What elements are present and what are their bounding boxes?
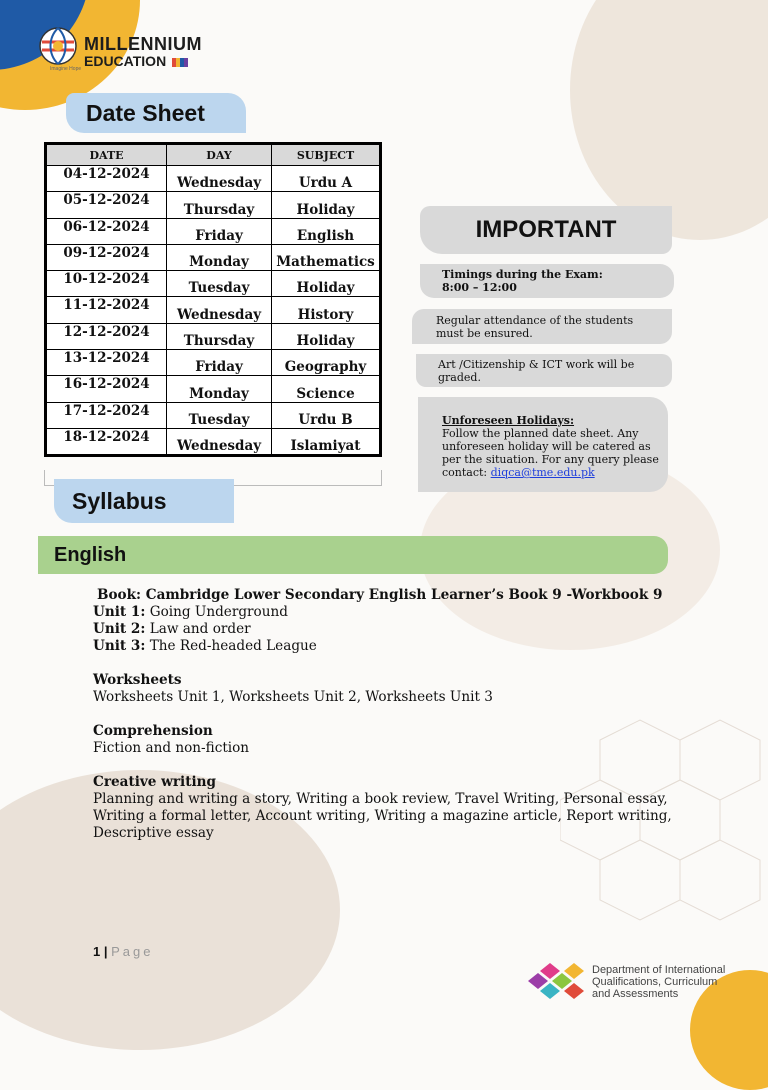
page-footer [93,944,154,959]
holidays-title: Unforeseen Holidays: [442,414,575,427]
cell-date: 18-12-2024 [46,428,167,455]
holidays-body [442,427,660,479]
cell-day: Monday [167,376,272,402]
table-header-row [46,144,381,166]
cell-subject: Islamiyat [272,428,381,455]
table-row [46,297,381,323]
art-text: Art /Citizenship & ICT work will be graded. [438,358,635,384]
table-row [46,218,381,244]
art-note [416,354,672,387]
cell-subject: History [272,297,381,323]
brand-line-2-text: EDUCATION [84,53,167,69]
cell-date: 10-12-2024 [46,271,167,297]
cell-day: Thursday [167,192,272,218]
timings-value: 8:00 – 12:00 [442,281,517,294]
syllabus-content [93,587,673,842]
table-row [46,192,381,218]
cell-date: 16-12-2024 [46,376,167,402]
cell-day: Wednesday [167,166,272,192]
table-row [46,350,381,376]
millennium-globe-logo [38,26,78,66]
holidays-note [418,397,668,492]
unit-1-label: Unit 1: [93,604,146,620]
brand-name [84,34,202,70]
table-row [46,271,381,297]
table-row [46,244,381,270]
cell-day: Tuesday [167,271,272,297]
cell-day: Friday [167,218,272,244]
unit-3-text: The Red-headed League [149,638,317,654]
cell-date: 04-12-2024 [46,166,167,192]
cell-subject: Holiday [272,192,381,218]
unit-2-text: Law and order [149,621,251,637]
attendance-note [412,309,672,344]
cell-date: 05-12-2024 [46,192,167,218]
unit-1 [93,604,673,621]
cell-day: Thursday [167,323,272,349]
column-header-day: DAY [167,144,272,166]
cell-day: Wednesday [167,428,272,455]
table-row [46,376,381,402]
department-line-2: Qualifications, Curriculum [592,976,718,988]
cell-date: 12-12-2024 [46,323,167,349]
department-name [592,964,725,1000]
contact-email-link[interactable]: diqca@tme.edu.pk [490,466,595,479]
subject-name: English [54,544,127,566]
creative-writing-heading: Creative writing [93,774,217,790]
page-number: 1 [93,944,101,959]
cell-subject: Geography [272,350,381,376]
important-title-box [420,206,672,254]
unit-3-label: Unit 3: [93,638,146,654]
holidays-text: Follow the planned date sheet. Any unforeseen holiday will be catered as per the situation. For any query please contact: [442,427,659,479]
book-title: Book: Cambridge Lower Secondary English Learner’s Book 9 -Workbook 9 [97,587,663,603]
cell-date: 09-12-2024 [46,244,167,270]
important-title: IMPORTANT [475,216,617,243]
brand-color-bars-icon [172,54,188,70]
column-header-date: DATE [46,144,167,166]
cell-subject: Mathematics [272,244,381,270]
cell-subject: Holiday [272,323,381,349]
cell-subject: Urdu B [272,402,381,428]
attendance-text: Regular attendance of the students must be ensured. [436,314,634,340]
cell-subject: Urdu A [272,166,381,192]
page-label: Page [111,944,154,959]
cell-subject: English [272,218,381,244]
bg-blob-top-right [570,0,768,240]
date-sheet-title-text: Date Sheet [86,100,205,126]
department-line-3: and Assessments [592,988,679,1000]
cell-day: Wednesday [167,297,272,323]
cell-subject: Science [272,376,381,402]
cell-subject: Holiday [272,271,381,297]
worksheets-text: Worksheets Unit 1, Worksheets Unit 2, Worksheets Unit 3 [93,689,493,705]
comprehension-text: Fiction and non-fiction [93,740,250,756]
timings-note [420,264,674,298]
unit-3 [93,638,673,655]
column-header-subject: SUBJECT [272,144,381,166]
cell-date: 11-12-2024 [46,297,167,323]
cell-date: 13-12-2024 [46,350,167,376]
cell-date: 17-12-2024 [46,402,167,428]
syllabus-title-text: Syllabus [72,488,167,514]
cell-day: Monday [167,244,272,270]
page-separator: | [103,944,108,959]
table-row [46,166,381,192]
brand-tagline: Imagine Hope [50,66,82,72]
table-row [46,323,381,349]
cell-date: 06-12-2024 [46,218,167,244]
table-row [46,428,381,455]
brand-line-1: MILLENNIUM [84,34,202,54]
date-sheet-title [66,93,246,133]
timings-label: Timings during the Exam: [442,268,603,281]
cell-day: Tuesday [167,402,272,428]
subject-section-bar [38,536,668,574]
table-row [46,402,381,428]
creative-writing-text: Planning and writing a story, Writing a book review, Travel Writing, Personal essay, Writing a formal letter, Account writing, Writing a magazine article, Report writing, Descriptive essay [93,791,672,841]
date-sheet-table [44,142,382,457]
unit-1-text: Going Underground [149,604,288,620]
diqca-logo-icon [524,958,588,1004]
department-line-1: Department of International [592,964,726,976]
comprehension-heading: Comprehension [93,723,213,739]
syllabus-title [54,479,234,523]
worksheets-heading: Worksheets [93,672,182,688]
brand-line-2 [84,53,202,70]
unit-2-label: Unit 2: [93,621,146,637]
unit-2 [93,621,673,638]
cell-day: Friday [167,350,272,376]
table-body [46,166,381,456]
